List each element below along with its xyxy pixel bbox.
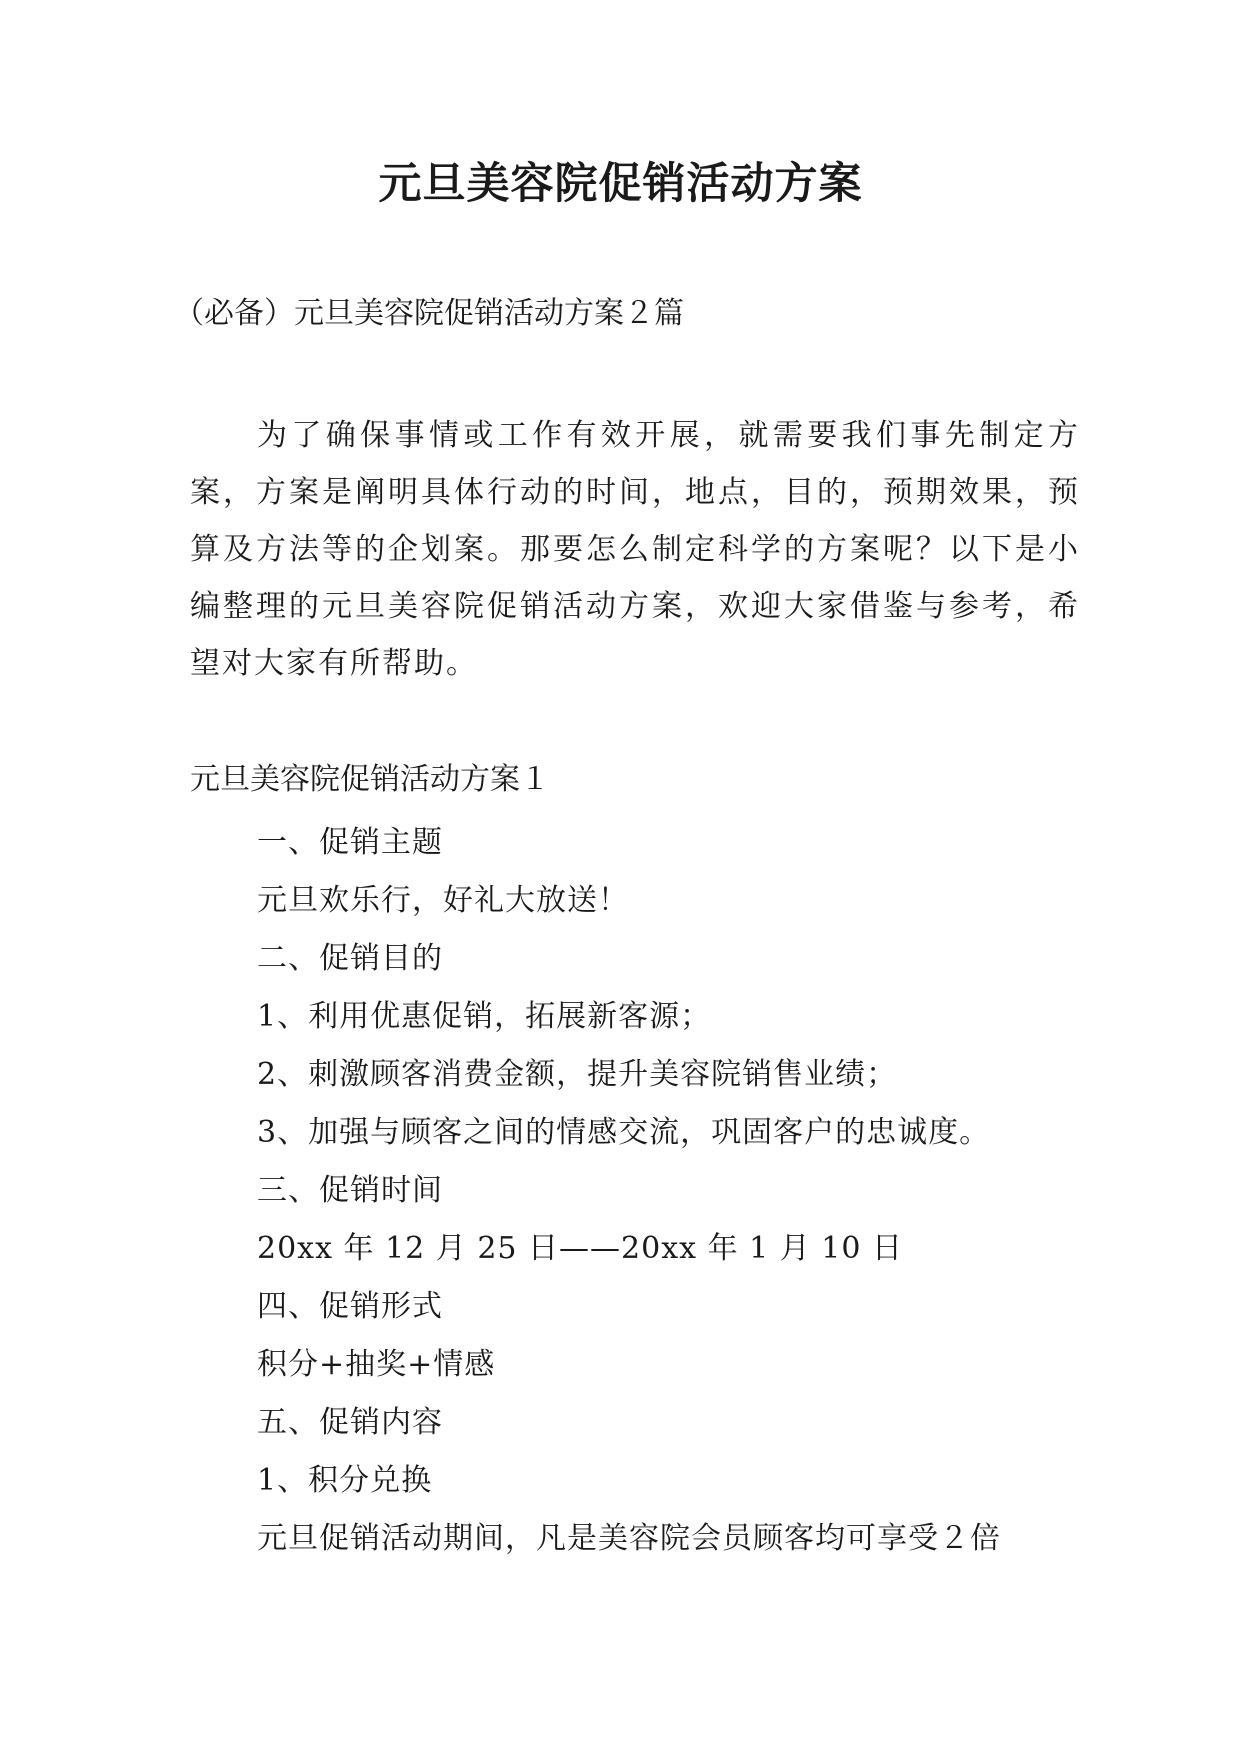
heading-promo-form: 四、促销形式 <box>257 1289 443 1324</box>
goal-item-2: 2、刺激顾客消费金额，提升美容院销售业绩； <box>257 1057 898 1092</box>
heading-promo-content: 五、促销内容 <box>257 1405 443 1440</box>
heading-promo-goal: 二、促销目的 <box>257 941 443 976</box>
promo-form-text: 积分+抽奖+情感 <box>257 1347 496 1382</box>
body-lines <box>257 814 1001 1568</box>
content-item-1-text: 元旦促销活动期间，凡是美容院会员顾客均可享受２倍 <box>257 1521 1001 1556</box>
goal-item-3: 3、加强与顾客之间的情感交流，巩固客户的忠诚度。 <box>257 1115 991 1150</box>
goal-item-1: 1、利用优惠促销，拓展新客源； <box>257 999 712 1034</box>
promo-time-text: 20xx 年 12 月 25 日——20xx 年 1 月 10 日 <box>257 1231 903 1266</box>
heading-promo-theme: 一、促销主题 <box>257 825 443 860</box>
heading-promo-time: 三、促销时间 <box>257 1173 443 1208</box>
intro-paragraph: 为了确保事情或工作有效开展，就需要我们事先制定方案，方案是阐明具体行动的时间，地点，目的，预期效果，预算及方法等的企划案。那要怎么制定科学的方案呢？以下是小编整理的元旦美容院促销活动方案，欢迎大家借鉴与参考，希望对大家有所帮助。 <box>190 418 1080 681</box>
document-title: 元旦美容院促销活动方案 <box>378 159 863 209</box>
document-subtitle: （必备）元旦美容院促销活动方案２篇 <box>174 296 684 331</box>
section-heading: 元旦美容院促销活动方案１ <box>190 762 550 797</box>
promo-theme-text: 元旦欢乐行，好礼大放送！ <box>257 883 629 918</box>
content-item-1: 1、积分兑换 <box>257 1463 433 1498</box>
